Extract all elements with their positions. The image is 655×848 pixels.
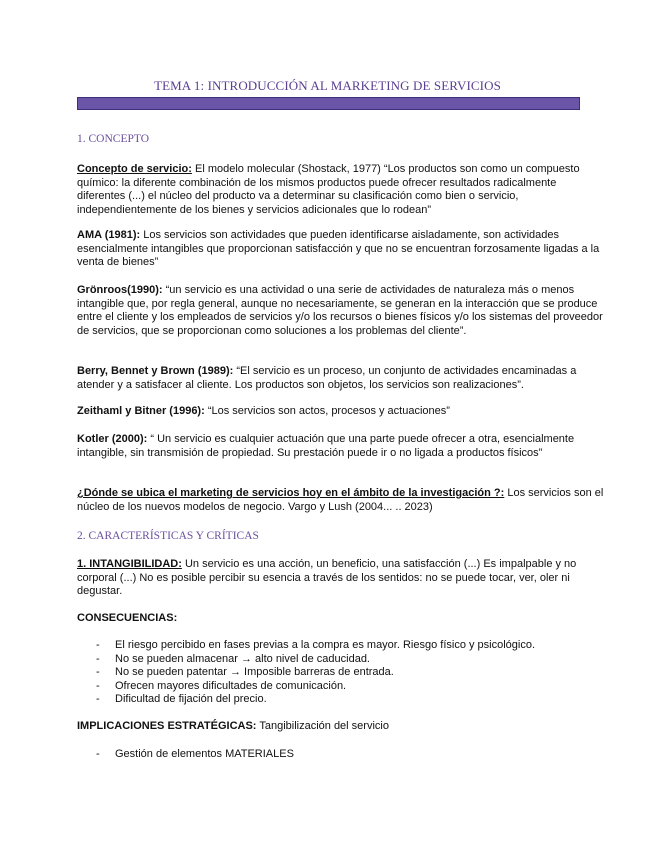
kotler-author: Kotler (2000): — [77, 433, 148, 445]
title-bar — [77, 97, 580, 110]
list-item: - Dificultad de fijación del precio. — [77, 693, 597, 707]
ama-text: Los servicios son actividades que pueden identificarse aisladamente, son actividades esencialmente intangibles que proporcionan satisfacción y que no se encuentran forzosamente ligadas a la venta de bienes” — [77, 229, 600, 269]
section-heading-caracteristicas: 2. CARACTERÍSTICAS Y CRÍTICAS — [77, 530, 259, 542]
paragraph-gronroos — [77, 284, 605, 338]
list-item: - Gestión de elementos MATERIALES — [77, 748, 597, 762]
intangibilidad-label: 1. INTANGIBILIDAD: — [77, 558, 182, 570]
list-item: - Ofrecen mayores dificultades de comunicación. — [77, 680, 597, 694]
section-heading-concepto: 1. CONCEPTO — [77, 133, 149, 145]
zeithaml-author: Zeithaml y Bitner (1996): — [77, 405, 205, 417]
paragraph-ama — [77, 229, 605, 270]
berry-author: Berry, Bennet y Brown (1989): — [77, 365, 234, 377]
gronroos-text: “un servicio es una actividad o una serie de actividades de naturaleza más o menos intangible que, por regla general, aunque no necesariamente, se generan en la interacción que se produce entre el cliente y los empleados de servicios y/o los recursos o bienes físicos y/o los sistemas del proveedor de servicios, que se proporcionan como soluciones a los problemas del cliente”. — [77, 284, 603, 337]
implicaciones-label: IMPLICACIONES ESTRATÉGICAS: — [77, 720, 257, 732]
zeithaml-text: “Los servicios son actos, procesos y actuaciones” — [204, 405, 450, 417]
concepto-text: El modelo molecular (Shostack, 1977) “Los productos son como un compuesto químico: la diferente combinación de los mismos productos puede ofrecer resultados radicalmente diferentes (...) el núcleo del producto va a determinar su clasificación como bien o servicio, independientemente de los bienes y servicios adicionales que lo rodean” — [77, 163, 580, 216]
question-text: Los servicios son el núcleo de los nuevos modelos de negocio. Vargo y Lush (2004... .. 2023) — [77, 487, 604, 513]
paragraph-intangibilidad — [77, 558, 605, 599]
berry-text: “El servicio es un proceso, un conjunto de actividades encaminadas a atender y a satisfacer al cliente. Los productos son objetos, los servicios son realizaciones”. — [77, 365, 577, 391]
page-title: TEMA 1: INTRODUCCIÓN AL MARKETING DE SERVICIOS — [154, 78, 501, 93]
paragraph-zeithaml — [77, 405, 605, 419]
concepto-label: Concepto de servicio: — [77, 163, 192, 175]
implicaciones-text: Tangibilización del servicio — [256, 720, 389, 732]
consecuencias-heading: CONSECUENCIAS: — [77, 612, 178, 624]
paragraph-kotler — [77, 433, 605, 460]
gronroos-author: Grönroos(1990): — [77, 284, 163, 296]
list-item: - No se pueden almacenar → alto nivel de caducidad. — [77, 653, 597, 667]
ama-author: AMA (1981): — [77, 229, 141, 241]
paragraph-berry — [77, 365, 605, 392]
question-label: ¿Dónde se ubica el marketing de servicios hoy en el ámbito de la investigación ?: — [77, 487, 505, 499]
kotler-text: “ Un servicio es cualquier actuación que una parte puede ofrecer a otra, esencialmente intangible, sin transmisión de propiedad. Su prestación puede ir o no ligada a productos físicos” — [77, 433, 575, 459]
paragraph-concepto — [77, 163, 605, 217]
implicaciones-list — [77, 748, 597, 762]
consecuencias-list — [77, 639, 597, 707]
list-item: - El riesgo percibido en fases previas a la compra es mayor. Riesgo físico y psicológico. — [77, 639, 597, 653]
paragraph-question — [77, 487, 605, 514]
intangibilidad-text: Un servicio es una acción, un beneficio, una satisfacción (...) Es impalpable y no corporal (...) No es posible percibir su esencia a través de los sentidos: no se puede tocar, ver, oler ni degustar. — [77, 558, 577, 598]
paragraph-implicaciones — [77, 720, 605, 734]
list-item: - No se pueden patentar → Imposible barreras de entrada. — [77, 666, 597, 680]
